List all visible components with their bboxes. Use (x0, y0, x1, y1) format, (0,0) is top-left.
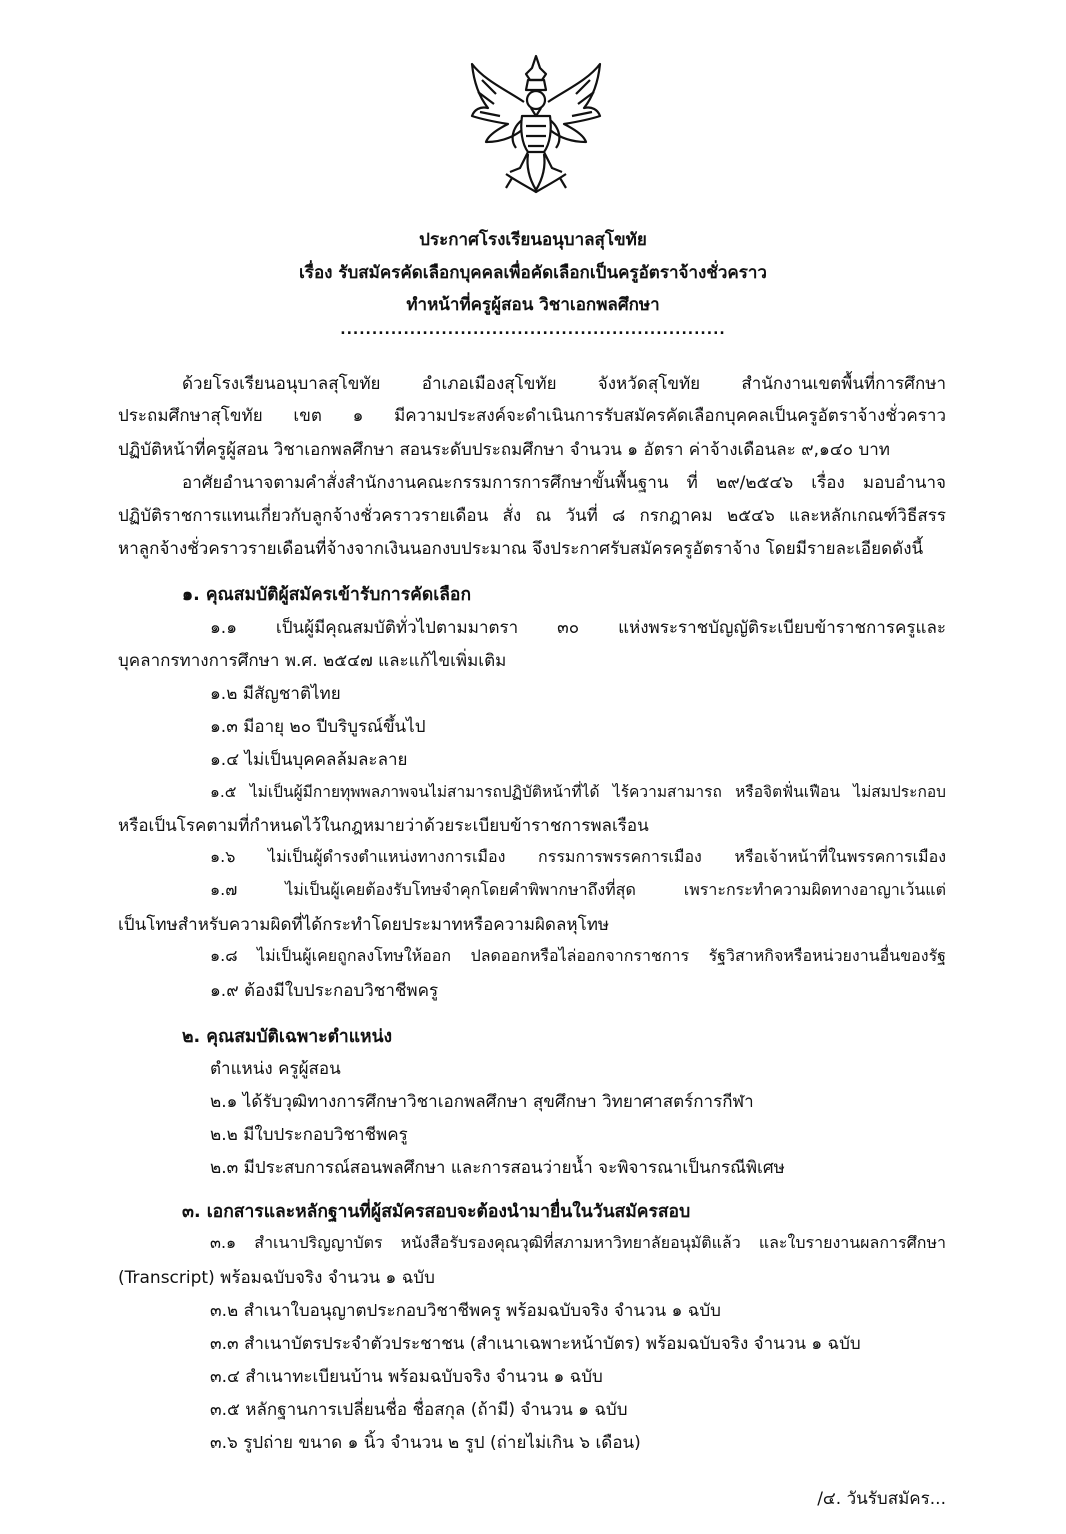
intro-p2-line-1: อาศัยอำนาจตามคำสั่งสำนักงานคณะกรรมการการศึกษาขั้นพื้นฐาน ที่ ๒๙/๒๕๔๖ เรื่อง มอบอำนาจ (182, 473, 946, 493)
item-1-5-line-1: ๑.๕ ไม่เป็นผู้มีกายทุพพลภาพจนไม่สามารถปฏิบัติหน้าที่ได้ ไร้ความสามารถ หรือจิตฟั่นเฟือน ไม่สมประกอบ (210, 783, 946, 801)
item-1-5-line-2: หรือเป็นโรคตามที่กำหนดไว้ในกฎหมายว่าด้วยระเบียบข้าราชการพลเรือน (118, 816, 649, 836)
item-3-5: ๓.๕ หลักฐานการเปลี่ยนชื่อ ชื่อสกุล (ถ้ามี) จำนวน ๑ ฉบับ (210, 1400, 628, 1420)
item-1-9: ๑.๙ ต้องมีใบประกอบวิชาชีพครู (210, 981, 439, 1001)
item-3-3: ๓.๓ สำเนาบัตรประจำตัวประชาชน (สำเนาเฉพาะหน้าบัตร) พร้อมฉบับจริง จำนวน ๑ ฉบับ (210, 1334, 861, 1354)
item-1-4: ๑.๔ ไม่เป็นบุคคลล้มละลาย (210, 750, 408, 770)
item-1-6: ๑.๖ ไม่เป็นผู้ดำรงตำแหน่งทางการเมือง กรรมการพรรคการเมือง หรือเจ้าหน้าที่ในพรรคการเมือง (210, 847, 946, 866)
item-1-7-line-1: ๑.๗ ไม่เป็นผู้เคยต้องรับโทษจำคุกโดยคำพิพากษาถึงที่สุด เพราะกระทำความผิดทางอาญาเว้นแต่ (210, 880, 946, 899)
item-1-1-line-1: ๑.๑ เป็นผู้มีคุณสมบัติทั่วไปตามมาตรา ๓๐ แห่งพระราชบัญญัติระเบียบข้าราชการครูและ (210, 618, 946, 638)
item-3-2: ๓.๒ สำเนาใบอนุญาตประกอบวิชาชีพครู พร้อมฉบับจริง จำนวน ๑ ฉบับ (210, 1301, 721, 1321)
section-1-title: ๑. คุณสมบัติผู้สมัครเข้ารับการคัดเลือก (182, 585, 472, 605)
item-2-2: ๒.๒ มีใบประกอบวิชาชีพครู (210, 1125, 408, 1145)
announcement-title: ประกาศโรงเรียนอนุบาลสุโขทัย (419, 230, 647, 250)
item-2-3: ๒.๓ มีประสบการณ์สอนพลศึกษา และการสอนว่ายน้ำ จะพิจารณาเป็นกรณีพิเศษ (210, 1158, 785, 1178)
item-1-8: ๑.๘ ไม่เป็นผู้เคยถูกลงโทษให้ออก ปลดออกหรือไล่ออกจากราชการ รัฐวิสาหกิจหรือหน่วยงานอื่นของรัฐ (210, 946, 946, 965)
section-3-title: ๓. เอกสารและหลักฐานที่ผู้สมัครสอบจะต้องนำมายื่นในวันสมัครสอบ (182, 1202, 691, 1222)
garuda-emblem-icon (466, 50, 606, 200)
intro-p2-line-3: หาลูกจ้างชั่วคราวรายเดือนที่จ้างจากเงินนอกงบประมาณ จึงประกาศรับสมัครครูอัตราจ้าง โดยมีรายละเอียดดังนี้ (118, 539, 924, 559)
item-3-1-line-2: (Transcript) พร้อมฉบับจริง จำนวน ๑ ฉบับ (118, 1268, 435, 1288)
item-2-1: ๒.๑ ได้รับวุฒิทางการศึกษาวิชาเอกพลศึกษา สุขศึกษา วิทยาศาสตร์การกีฬา (210, 1092, 754, 1112)
intro-p1-line-3: ปฏิบัติหน้าที่ครูผู้สอน วิชาเอกพลศึกษา สอนระดับประถมศึกษา จำนวน ๑ อัตรา ค่าจ้างเดือนละ ๙,๑๔๐ บาท (118, 440, 891, 460)
announcement-subject: เรื่อง รับสมัครคัดเลือกบุคคลเพื่อคัดเลือกเป็นครูอัตราจ้างชั่วคราว (299, 263, 767, 283)
item-3-1-line-1: ๓.๑ สำเนาปริญญาบัตร หนังสือรับรองคุณวุฒิที่สภามหาวิทยาลัยอนุมัติแล้ว และใบรายงานผลการศึกษา (210, 1233, 946, 1252)
intro-p2-line-2: ปฏิบัติราชการแทนเกี่ยวกับลูกจ้างชั่วคราวรายเดือน สั่ง ณ วันที่ ๘ กรกฎาคม ๒๕๔๖ และหลักเกณฑ์วิธีสรร (118, 506, 946, 526)
item-1-3: ๑.๓ มีอายุ ๒๐ ปีบริบูรณ์ขึ้นไป (210, 717, 426, 737)
item-1-1-line-2: บุคลากรทางการศึกษา พ.ศ. ๒๕๔๗ และแก้ไขเพิ่มเติม (118, 651, 507, 671)
header-dotted-rule: ............................................................. (340, 322, 726, 338)
continued-next-page: /๔. วันรับสมัคร... (817, 1489, 946, 1509)
item-1-7-line-2: เป็นโทษสำหรับความผิดที่ได้กระทำโดยประมาทหรือความผิดลหุโทษ (118, 915, 610, 935)
section-2-title: ๒. คุณสมบัติเฉพาะตำแหน่ง (182, 1027, 393, 1047)
item-3-6: ๓.๖ รูปถ่าย ขนาด ๑ นิ้ว จำนวน ๒ รูป (ถ่ายไม่เกิน ๖ เดือน) (210, 1433, 641, 1453)
position-label: ตำแหน่ง ครูผู้สอน (210, 1059, 341, 1079)
intro-p1-line-2: ประถมศึกษาสุโขทัย เขต ๑ มีความประสงค์จะดำเนินการรับสมัครคัดเลือกบุคคลเป็นครูอัตราจ้างชั่วคราว (118, 406, 946, 426)
announcement-position: ทำหน้าที่ครูผู้สอน วิชาเอกพลศึกษา (406, 295, 660, 315)
intro-p1-line-1: ด้วยโรงเรียนอนุบาลสุโขทัย อำเภอเมืองสุโขทัย จังหวัดสุโขทัย สำนักงานเขตพื้นที่การศึกษา (182, 374, 946, 394)
item-1-2: ๑.๒ มีสัญชาติไทย (210, 684, 341, 704)
item-3-4: ๓.๔ สำเนาทะเบียนบ้าน พร้อมฉบับจริง จำนวน ๑ ฉบับ (210, 1367, 603, 1387)
